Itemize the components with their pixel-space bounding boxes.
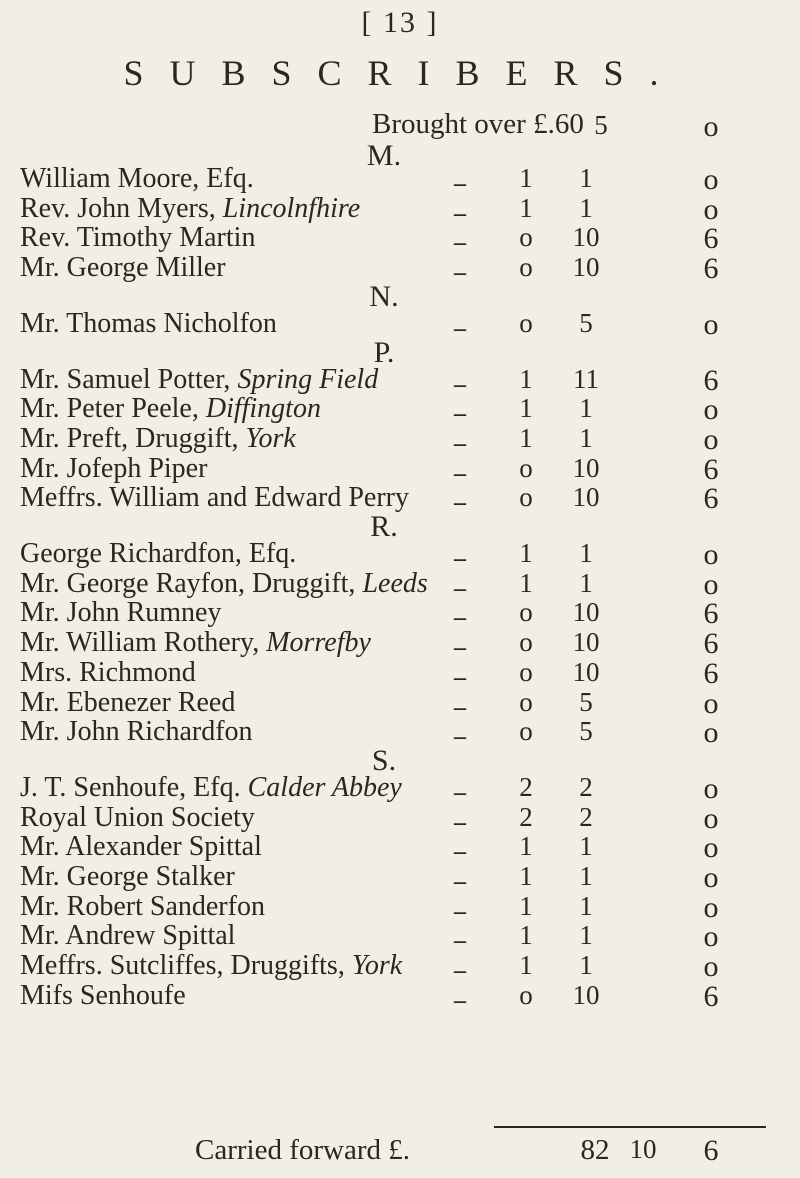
amount-pounds: o [519,686,533,717]
amount-pounds: o [519,656,533,687]
subscriber-name-text: Mr. Thomas Nicholfon [20,307,277,339]
subscriber-name-text: Mr. William Rothery, [20,627,267,659]
page-heading: SUBSCRIBERS. [123,53,685,93]
leader-dash: – [454,839,466,866]
leader-dash: – [454,958,466,985]
leader-dash: – [454,809,466,836]
section-letter: S. [371,743,397,777]
subscriber-name [20,222,255,254]
leader-dash: – [454,694,466,721]
amount-shillings: 1 [579,831,593,862]
amount-pounds: 2 [519,771,533,802]
amount-pence: o [703,422,719,456]
amount-pounds: o [519,979,533,1010]
amount-shillings: 10 [572,452,600,483]
amount-shillings: 5 [579,686,593,717]
brought-over-pounds: 60 [554,108,584,140]
amount-pounds: o [519,597,533,628]
leader-dash: – [454,928,466,955]
amount-shillings: 10 [572,597,600,628]
amount-shillings: 1 [579,393,593,424]
section-letter: N. [369,279,399,313]
amount-pence: o [703,920,719,954]
subscriber-name-text: Mr. Preft, Druggift, [20,422,246,454]
carried-forward-label: Carried forward [195,1134,381,1166]
amount-pence: 6 [703,979,719,1013]
amount-pence: o [703,831,719,865]
amount-pounds: o [519,627,533,658]
subscriber-name [20,393,321,425]
subscriber-name-text: George Richardfon, Efq. [20,538,297,569]
amount-shillings: 5 [579,716,593,747]
amount-shillings: 1 [579,192,593,223]
subscriber-name-text: Mifs Senhoufe [20,979,186,1011]
brought-over-line [372,108,584,141]
subscriber-place: Leeds [362,567,428,599]
subscriber-name [20,772,402,804]
page-number: [ 13 ] [361,6,439,39]
amount-pounds: 1 [519,538,533,568]
amount-shillings: 1 [579,920,593,951]
subscriber-name [20,920,235,952]
amount-pounds: 2 [519,801,533,832]
subscriber-name [20,423,296,455]
leader-dash: – [454,260,466,287]
amount-pence: o [703,567,719,601]
subscriber-place: Morrefby [266,627,371,659]
amount-pounds: 1 [519,192,533,223]
section-letter: R. [370,510,398,543]
subscriber-name-text: Mr. George Miller [20,252,226,284]
leader-dash: – [454,230,466,257]
amount-pence: o [703,801,719,835]
amount-pence: o [703,771,719,805]
subscriber-name-text: Mr. John Richardfon [20,716,253,748]
subscriber-name-text: Mrs. Richmond [20,656,196,688]
subscriber-place: Lincolnfhire [222,192,361,224]
subscriber-name-text: Mr. George Rayfon, Druggift, [20,567,363,599]
subscriber-name-text: Mr. Andrew Spittal [20,920,236,952]
subscriber-name [20,831,262,863]
amount-pence: o [703,163,719,196]
leader-dash: – [454,315,466,342]
amount-pounds: 1 [519,567,533,598]
amount-pence: o [703,538,719,571]
subscriber-name [20,453,207,485]
amount-pounds: 1 [519,890,533,921]
amount-pounds: o [519,482,533,513]
amount-pounds: 1 [519,861,533,891]
subscriber-name [20,891,265,923]
subscriber-name [20,538,296,570]
amount-shillings: 1 [579,861,593,891]
amount-pence: 6 [703,363,719,397]
subscriber-name-text: Royal Union Society [20,801,255,833]
carried-forward-shillings: 10 [629,1134,657,1164]
amount-shillings: 1 [579,422,593,453]
subscriber-name [20,980,186,1012]
amount-pence: 6 [703,452,719,486]
subscriber-name-text: Meffrs. Sutcliffes, Druggifts, [20,950,352,982]
subscriber-place: Diffington [205,393,321,425]
subscriber-name [20,627,371,659]
carried-forward-line [195,1134,410,1167]
amount-shillings: 1 [579,538,593,568]
subscriber-name [20,568,428,600]
brought-over-currency: £. [533,108,555,140]
amount-shillings: 1 [579,950,593,981]
amount-pounds: 1 [519,363,533,394]
leader-dash: – [454,200,466,227]
leader-dash: – [454,869,466,895]
amount-pence: o [703,686,719,720]
leader-dash: – [454,724,466,751]
amount-shillings: 11 [573,363,599,394]
subscriber-place: Spring Field [237,363,379,395]
leader-dash: – [454,171,466,197]
amount-shillings: 5 [579,307,593,338]
amount-shillings: 2 [579,801,593,832]
amount-pounds: 1 [519,831,533,862]
subscriber-name-text: Rev. John Myers, [20,192,223,224]
amount-shillings: 10 [572,627,600,658]
section-letter: M. [366,139,402,172]
subscriber-name-text: Mr. Ebenezer Reed [20,686,236,718]
amount-pounds: 1 [519,920,533,951]
leader-dash: – [454,898,466,925]
leader-dash: – [454,605,466,632]
leader-dash: – [454,987,466,1014]
amount-pence: o [703,950,719,984]
amount-pence: o [703,890,719,924]
amount-pence: 6 [703,252,719,286]
leader-dash: – [454,664,466,691]
subscriber-name-text: J. T. Senhoufe, Efq. [20,771,248,803]
amount-pounds: o [519,222,533,253]
subscriber-name-text: Mr. George Stalker [20,861,235,892]
subscriber-name [20,364,378,396]
leader-dash: – [454,460,466,487]
amount-pence: 6 [703,627,719,661]
carried-forward-currency: £. [388,1134,410,1166]
subscriber-name-text: Mr. John Rumney [20,597,222,629]
amount-pence: 6 [703,597,719,631]
subscriber-name-text: Rev. Timothy Martin [20,222,256,254]
leader-dash: – [454,430,466,457]
subscriber-name [20,193,360,225]
subscriber-name-text: Mr. Samuel Potter, [20,363,238,395]
carried-forward-pence: 6 [703,1134,719,1167]
subscriber-name-text: Mr. Peter Peele, [20,393,206,425]
subscriber-place: York [245,422,296,454]
brought-over-label: Brought over [372,108,526,140]
leader-dash: – [454,401,466,428]
amount-pounds: o [519,716,533,747]
subscriber-place: Calder Abbey [247,771,402,803]
amount-pence: o [703,192,719,226]
brought-over-pence: o [703,110,719,143]
amount-shillings: 10 [572,252,600,283]
total-rule [494,1126,766,1128]
subscriber-name-text: William Moore, Efq. [20,163,254,194]
subscriber-name [20,950,402,982]
subscriber-name-text: Mr. Alexander Spittal [20,831,262,863]
amount-pence: o [703,393,719,427]
amount-pounds: 1 [519,163,533,193]
leader-dash: – [454,779,466,806]
amount-pounds: 1 [519,422,533,453]
amount-pounds: 1 [519,950,533,981]
subscriber-place: York [351,950,403,982]
leader-dash: – [454,546,466,572]
amount-shillings: 10 [572,656,600,687]
amount-pence: o [703,861,719,894]
section-letter: P. [373,335,395,369]
amount-pounds: o [519,252,533,283]
amount-pounds: 1 [519,393,533,424]
leader-dash: – [454,575,466,602]
leader-dash: – [454,371,466,398]
amount-shillings: 10 [572,482,600,513]
amount-pence: 6 [703,482,719,516]
amount-shillings: 1 [579,890,593,921]
leader-dash: – [454,490,466,517]
amount-shillings: 1 [579,567,593,598]
amount-shillings: 1 [579,163,593,193]
subscriber-name-text: Meffrs. William and Edward Perry [20,482,409,514]
amount-shillings: 10 [572,979,600,1010]
brought-over-shillings: 5 [594,110,608,140]
amount-pence: o [703,307,719,341]
amount-shillings: 10 [572,222,600,253]
amount-shillings: 2 [579,771,593,802]
subscriber-name [20,861,235,893]
subscriber-name [20,657,196,689]
amount-pence: 6 [703,222,719,256]
subscriber-name-text: Mr. Robert Sanderfon [20,890,265,922]
subscriber-name [20,802,255,834]
subscriber-name [20,687,235,719]
subscriber-name [20,163,254,195]
amount-pounds: o [519,307,533,338]
subscriber-name-text: Mr. Jofeph Piper [20,452,208,484]
amount-pounds: o [519,452,533,483]
subscriber-name [20,597,221,629]
amount-pence: 6 [703,656,719,690]
leader-dash: – [454,635,466,662]
amount-pence: o [703,716,719,750]
carried-forward-pounds: 82 [580,1134,610,1166]
subscriber-row [0,980,800,1020]
